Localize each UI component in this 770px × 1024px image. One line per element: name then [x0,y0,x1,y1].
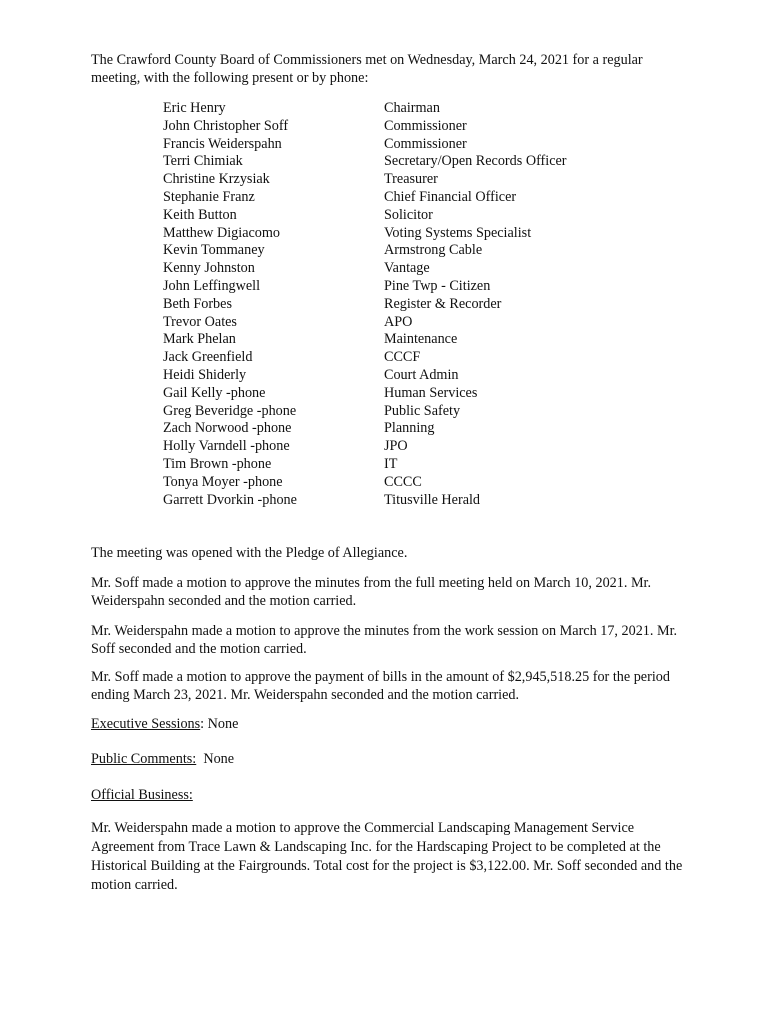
attendee-name: Garrett Dvorkin -phone [163,491,297,508]
attendee-name: Stephanie Franz [163,188,255,205]
attendee-title: Commissioner [384,117,467,134]
attendee-name: Jack Greenfield [163,349,253,366]
attendee-row [163,100,623,118]
attendee-row [163,314,623,332]
attendee-row [163,296,623,314]
attendee-name: Greg Beveridge -phone [163,402,297,419]
motion-minutes-work: Mr. Weiderspahn made a motion to approve the minutes from the work session on March 17, 2021. Mr. Soff seconded and the motion carried. [91,623,678,657]
attendee-title: IT [384,455,398,472]
attendee-title: Vantage [384,260,430,277]
attendee-row [163,153,623,171]
attendee-title: Armstrong Cable [384,242,483,259]
attendee-title: Human Services [384,384,478,401]
attendee-title: APO [384,313,413,330]
motion-landscaping: Mr. Weiderspahn made a motion to approve the Commercial Landscaping Management Service Agreement from Trace Lawn & Landscaping Inc. for the Hardscaping Project to be completed at the Historical Building at the Fairgrounds. Total cost for the project is $3,122.00. Mr. Soff seconded and the motion carried. [91,820,683,893]
attendee-row [163,438,623,456]
attendee-row [163,118,623,136]
executive-sessions-value: : None [200,716,239,732]
attendee-title: Solicitor [384,206,433,223]
executive-sessions-label: Executive Sessions [91,716,201,732]
attendee-row [163,367,623,385]
attendee-row [163,136,623,154]
attendee-row [163,242,623,260]
attendee-name: Tonya Moyer -phone [163,473,283,490]
attendee-row [163,456,623,474]
motion-minutes-full: Mr. Soff made a motion to approve the minutes from the full meeting held on March 10, 2021. Mr. Weiderspahn seconded and the motion carried. [91,575,652,609]
attendee-row [163,331,623,349]
attendee-title: Voting Systems Specialist [384,224,532,241]
attendee-name: John Christopher Soff [163,117,289,134]
attendee-row [163,207,623,225]
attendee-name: Holly Varndell -phone [163,438,290,455]
opening-paragraph: The meeting was opened with the Pledge of Allegiance. [91,545,408,561]
attendee-title: Treasurer [384,171,438,188]
attendee-name: Tim Brown -phone [163,455,272,472]
attendee-row [163,420,623,438]
attendee-row [163,225,623,243]
attendee-name: Eric Henry [163,100,226,116]
attendee-name: John Leffingwell [163,277,261,294]
attendee-title: CCCC [384,473,422,490]
official-business-label: Official Business: [91,787,193,803]
attendee-name: Mark Phelan [163,331,236,348]
public-comments [91,751,691,769]
attendee-name: Francis Weiderspahn [163,135,282,152]
attendee-title: Commissioner [384,135,467,152]
intro-paragraph: The Crawford County Board of Commissioners met on Wednesday, March 24, 2021 for a regular meeting, with the following present or by phone: [91,52,643,86]
attendee-name: Zach Norwood -phone [163,420,292,437]
attendee-row [163,189,623,207]
attendee-row [163,492,623,510]
attendee-name: Kevin Tommaney [163,242,265,259]
attendee-name: Kenny Johnston [163,260,255,277]
attendee-name: Christine Krzysiak [163,171,270,188]
attendee-name: Keith Button [163,206,237,223]
attendee-row [163,349,623,367]
attendee-title: Register & Recorder [384,295,502,312]
public-comments-label: Public Comments: [91,751,197,767]
attendee-title: Planning [384,420,435,437]
attendee-title: JPO [384,438,408,455]
attendee-name: Terri Chimiak [163,153,243,170]
attendee-row [163,278,623,296]
attendee-name: Gail Kelly -phone [163,384,266,401]
attendee-title: Chairman [384,100,440,116]
attendee-title: Chief Financial Officer [384,188,517,205]
attendee-title: Secretary/Open Records Officer [384,153,567,170]
attendee-title: Public Safety [384,402,461,419]
attendee-title: CCCF [384,349,421,366]
attendee-row [163,403,623,421]
attendee-list [163,100,623,509]
attendee-name: Matthew Digiacomo [163,224,281,241]
attendee-row [163,260,623,278]
attendee-row [163,474,623,492]
attendee-title: Court Admin [384,366,459,383]
attendee-title: Pine Twp - Citizen [384,277,491,294]
public-comments-value: None [196,751,235,767]
attendee-name: Heidi Shiderly [163,366,247,383]
attendee-title: Maintenance [384,331,458,348]
attendee-name: Trevor Oates [163,313,237,330]
attendee-title: Titusville Herald [384,491,481,508]
motion-bills: Mr. Soff made a motion to approve the payment of bills in the amount of $2,945,518.25 for the period ending March 23, 2021. Mr. Weiderspahn seconded and the motion carried. [91,669,670,703]
attendee-name: Beth Forbes [163,295,232,312]
executive-sessions [91,716,691,734]
attendee-row [163,171,623,189]
attendee-row [163,385,623,403]
official-business [91,787,691,805]
